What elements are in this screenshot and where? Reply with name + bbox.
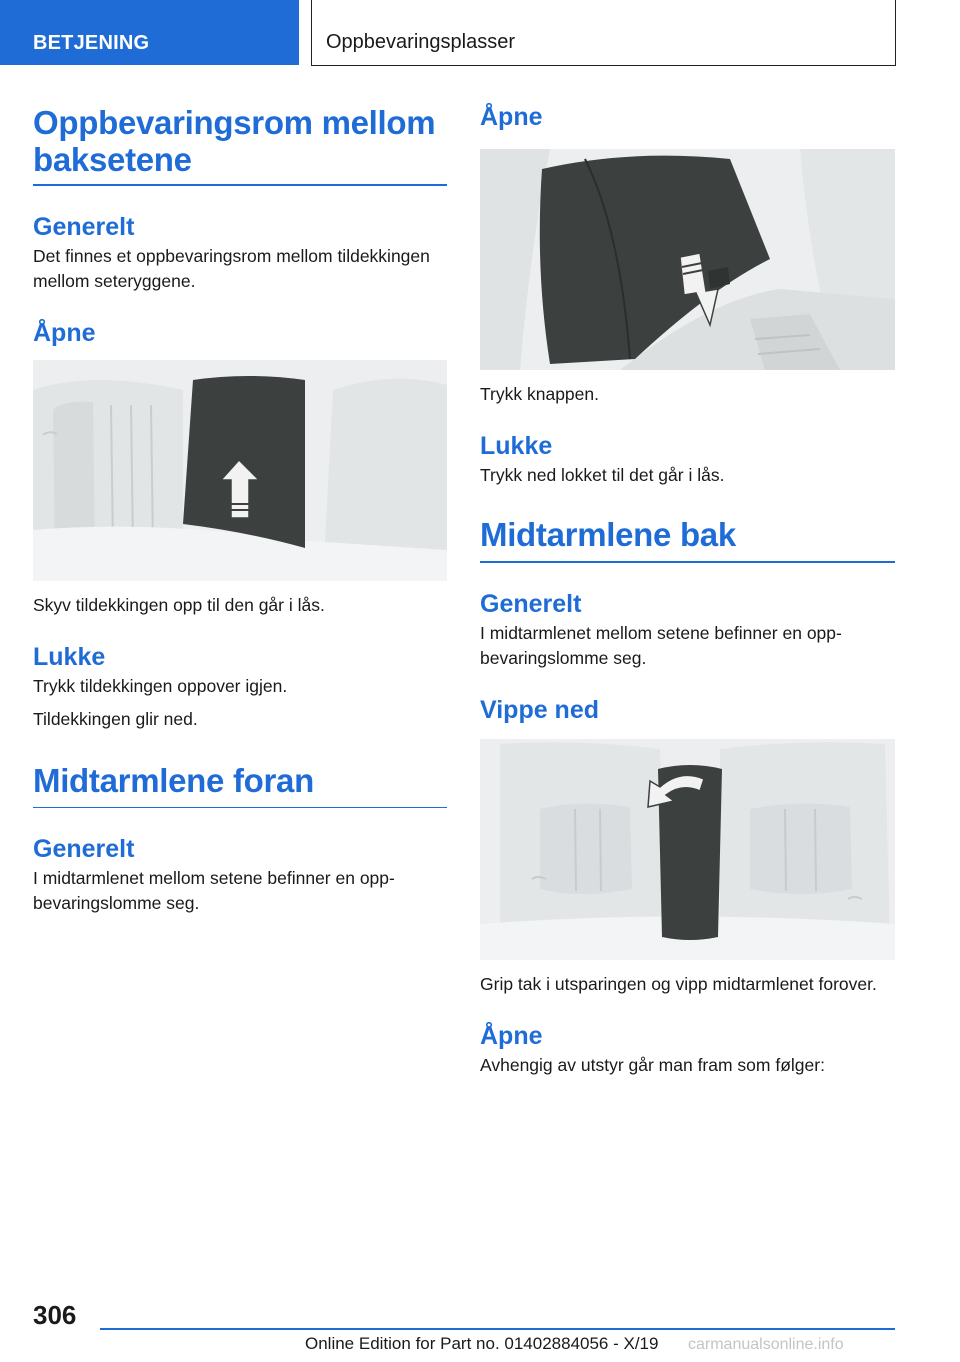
heading-generelt-right: Generelt: [480, 589, 582, 618]
title-front-armrest: Midtarmlene foran: [33, 761, 314, 799]
chapter-tab: [0, 0, 299, 65]
page-number: 306: [33, 1300, 77, 1330]
right-column: [480, 102, 895, 1078]
rear-seat-illustration: [33, 360, 447, 581]
section-label: Oppbevaringsplasser: [326, 31, 515, 53]
text-generelt: Det finnes et oppbevaringsrom mellom tildekkingen mellom seteryggene.: [33, 245, 430, 291]
title-rule-2: [33, 807, 447, 809]
heading-vippe-ned: Vippe ned: [480, 695, 600, 724]
heading-generelt-2: Generelt: [33, 835, 135, 863]
title-rule-3: [480, 561, 895, 563]
figure-fold-down-armrest: [480, 739, 895, 960]
text-generelt-2: I midtarmlenet mellom setene befinner en oppbevaringslomme seg.: [33, 868, 395, 913]
title-rear-armrest: Midtarmlene bak: [480, 516, 736, 553]
title-rule: [33, 184, 447, 186]
heading-lukke-right: Lukke: [480, 432, 553, 460]
heading-lukke: Lukke: [33, 642, 106, 671]
chapter-label: BETJENING: [33, 32, 150, 54]
section-header: [311, 0, 896, 66]
caption-apne: Skyv tildekkingen opp til den går i lås.: [33, 594, 325, 615]
figure-rear-storage-cover: [33, 360, 447, 581]
caption-apne-right: Trykk knappen.: [480, 384, 599, 404]
caption-vippe-ned: Grip tak i utsparingen og vipp midtarmlenet forover.: [480, 973, 877, 994]
footer-rule: [100, 1328, 895, 1330]
footer-edition: Online Edition for Part no. 01402884056 - X/19: [305, 1334, 659, 1353]
heading-generelt: Generelt: [33, 212, 135, 241]
heading-apne-right: Åpne: [480, 103, 543, 131]
watermark: carmanualsonline.info: [688, 1336, 844, 1353]
fold-armrest-illustration: [480, 739, 895, 960]
text-generelt-right: I midtarmlenet mellom setene befinner en oppbevaringslomme seg.: [480, 622, 842, 668]
figure-armrest-button: [480, 149, 895, 370]
text-lukke-right: Trykk ned lokket til det går i lås.: [480, 465, 725, 485]
armrest-button-illustration: [480, 149, 895, 370]
text-lukke-1: Trykk tildekkingen oppover igjen.: [33, 675, 288, 696]
heading-apne: Åpne: [33, 318, 96, 347]
heading-apne-2: Åpne: [480, 1021, 543, 1050]
text-apne-2: Avhengig av utstyr går man fram som følger:: [480, 1054, 825, 1075]
title-storage-between-rear-seats: Oppbevaringsrom mellom baksetene: [33, 104, 436, 178]
left-column: [33, 104, 447, 916]
text-lukke-2: Tildekkingen glir ned.: [33, 708, 198, 729]
